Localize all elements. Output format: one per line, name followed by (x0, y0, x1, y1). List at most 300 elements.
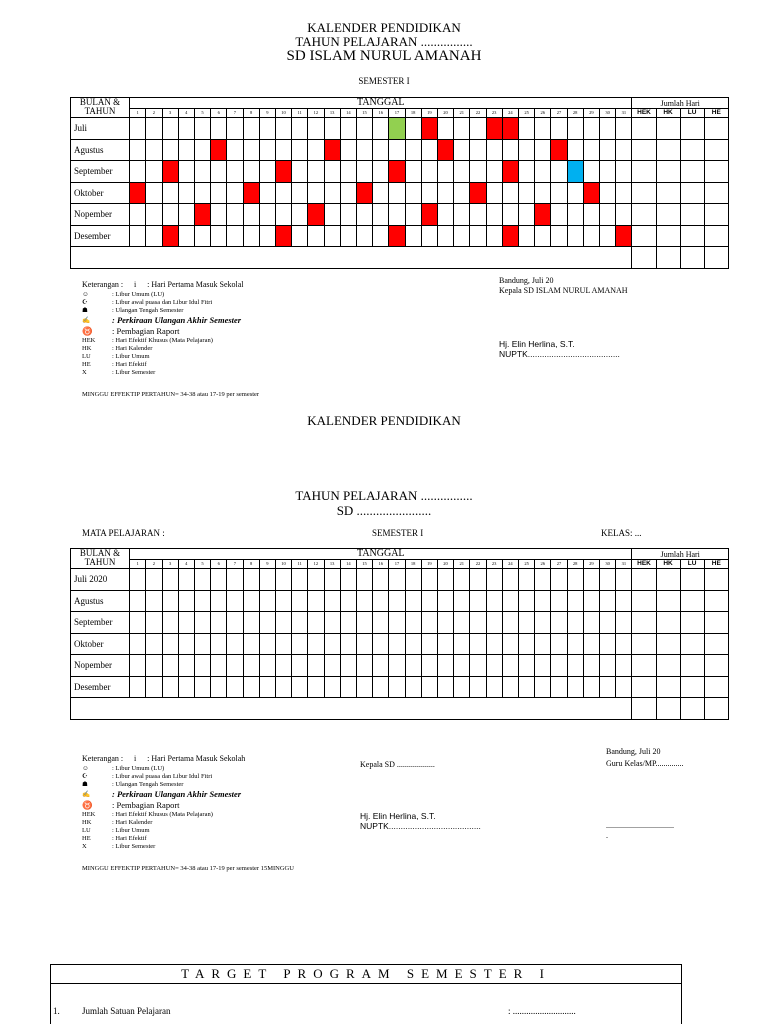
day-cell (405, 676, 421, 698)
day-cell (227, 676, 243, 698)
day-cell (518, 182, 534, 204)
day-cell (518, 676, 534, 698)
doc2-sign-line: .................................. (606, 821, 674, 830)
legend-symbol-icon: HK (82, 345, 92, 352)
day-cell (567, 590, 583, 612)
day-cell (486, 182, 502, 204)
day-number: 25 (518, 109, 534, 118)
day-cell (324, 182, 340, 204)
day-cell (599, 204, 615, 226)
doc2-title: KALENDER PENDIDIKAN (307, 413, 461, 428)
day-cell (518, 161, 534, 183)
day-cell (227, 225, 243, 247)
day-number: 19 (421, 560, 437, 569)
jumlah-cell (704, 676, 728, 698)
day-cell (421, 161, 437, 183)
day-cell (292, 225, 308, 247)
day-cell (130, 655, 146, 677)
day-cell (567, 204, 583, 226)
day-cell (130, 633, 146, 655)
month-label: Juli (71, 118, 130, 140)
day-cell (535, 204, 551, 226)
jumlah-cell (632, 182, 656, 204)
day-cell (211, 612, 227, 634)
day-cell (405, 569, 421, 591)
jumlah-cell (656, 569, 680, 591)
day-cell (470, 161, 486, 183)
doc1-legend-title: Keterangan : i : Hari Pertama Masuk Sekolal (82, 280, 244, 289)
day-cell (356, 139, 372, 161)
legend-text: : Ulangan Tengah Semester (112, 781, 184, 788)
day-number: 4 (178, 109, 194, 118)
day-cell (162, 590, 178, 612)
day-cell (356, 590, 372, 612)
day-cell (308, 204, 324, 226)
target-item-number: 1. (53, 1006, 60, 1016)
day-cell (243, 161, 259, 183)
day-cell (146, 633, 162, 655)
target-item-value: : ............................ (508, 1006, 576, 1016)
day-cell (437, 139, 453, 161)
legend-text: : Ulangan Tengah Semester (112, 307, 184, 314)
day-cell (259, 633, 275, 655)
doc1-sign-place: Bandung, Juli 20 (499, 276, 554, 285)
day-cell (194, 161, 210, 183)
doc1-school: SD ISLAM NURUL AMANAH (286, 48, 482, 64)
header-jumlah-hari: Jumlah Hari (632, 98, 729, 109)
day-cell (421, 204, 437, 226)
jumlah-subheader: HEK (632, 560, 656, 569)
day-cell (567, 182, 583, 204)
day-cell (194, 118, 210, 140)
day-cell (356, 569, 372, 591)
day-cell (389, 139, 405, 161)
day-cell (486, 676, 502, 698)
total-row (71, 698, 729, 720)
day-cell (486, 204, 502, 226)
doc2-calendar-table (70, 548, 729, 720)
jumlah-subheader: HE (704, 109, 728, 118)
day-cell (421, 676, 437, 698)
doc2-sign-role: Guru Kelas/MP.............. (606, 759, 684, 768)
day-cell (340, 569, 356, 591)
day-cell (599, 118, 615, 140)
day-cell (243, 118, 259, 140)
day-cell (292, 633, 308, 655)
day-number: 10 (275, 109, 291, 118)
jumlah-cell (632, 676, 656, 698)
day-cell (194, 204, 210, 226)
day-cell (324, 225, 340, 247)
day-cell (470, 655, 486, 677)
day-cell (616, 590, 632, 612)
day-number: 2 (146, 560, 162, 569)
day-cell (567, 118, 583, 140)
jumlah-cell (656, 204, 680, 226)
day-cell (437, 225, 453, 247)
jumlah-cell (680, 676, 704, 698)
legend-text: : Pembagian Raport (112, 326, 180, 336)
day-cell (470, 139, 486, 161)
day-cell (259, 118, 275, 140)
day-cell (551, 204, 567, 226)
jumlah-cell (704, 225, 728, 247)
jumlah-cell (680, 633, 704, 655)
jumlah-cell (656, 676, 680, 698)
day-number: 17 (389, 560, 405, 569)
day-cell (211, 225, 227, 247)
legend-text: : Perkiraan Ulangan Akhir Semester (112, 789, 242, 799)
day-cell (551, 676, 567, 698)
day-cell (227, 612, 243, 634)
legend-symbol-icon: ♉ (82, 326, 93, 336)
day-cell (130, 182, 146, 204)
legend-symbol-icon: HEK (82, 337, 96, 344)
jumlah-cell (680, 161, 704, 183)
legend-text: : Libur Umum (LU) (112, 765, 165, 772)
day-cell (518, 612, 534, 634)
day-cell (421, 655, 437, 677)
day-cell (178, 569, 194, 591)
day-cell (599, 676, 615, 698)
day-number: 10 (275, 560, 291, 569)
day-cell (292, 569, 308, 591)
day-cell (308, 655, 324, 677)
day-cell (518, 118, 534, 140)
day-cell (616, 676, 632, 698)
day-number: 19 (421, 109, 437, 118)
day-cell (502, 182, 518, 204)
day-cell (405, 139, 421, 161)
jumlah-cell (704, 118, 728, 140)
doc2-mapel: MATA PELAJARAN : (82, 528, 165, 538)
day-cell (340, 655, 356, 677)
day-cell (405, 225, 421, 247)
day-cell (308, 225, 324, 247)
day-cell (518, 225, 534, 247)
day-cell (421, 590, 437, 612)
legend-text: : Hari Efektif Khusus (Mata Pelajaran) (112, 337, 213, 344)
legend-symbol-icon: ☺ (82, 291, 89, 298)
day-number: 12 (308, 109, 324, 118)
day-cell (567, 655, 583, 677)
day-cell (437, 655, 453, 677)
day-cell (178, 118, 194, 140)
day-cell (421, 139, 437, 161)
day-cell (583, 612, 599, 634)
day-cell (146, 139, 162, 161)
jumlah-cell (632, 225, 656, 247)
day-cell (567, 225, 583, 247)
day-cell (583, 590, 599, 612)
day-cell (437, 612, 453, 634)
day-cell (162, 225, 178, 247)
day-cell (599, 225, 615, 247)
month-row (71, 655, 729, 677)
day-cell (551, 139, 567, 161)
day-cell (567, 676, 583, 698)
day-cell (243, 569, 259, 591)
day-cell (421, 633, 437, 655)
day-cell (583, 225, 599, 247)
day-cell (421, 182, 437, 204)
day-cell (275, 182, 291, 204)
day-cell (389, 590, 405, 612)
day-cell (194, 590, 210, 612)
day-cell (356, 633, 372, 655)
day-cell (599, 612, 615, 634)
day-cell (146, 182, 162, 204)
day-cell (405, 655, 421, 677)
doc1-sign-name: Hj. Elin Herlina, S.T. (499, 339, 575, 349)
day-cell (308, 118, 324, 140)
day-cell (130, 161, 146, 183)
day-cell (227, 569, 243, 591)
day-cell (389, 204, 405, 226)
day-cell (211, 182, 227, 204)
day-cell (518, 139, 534, 161)
month-row (71, 633, 729, 655)
day-cell (275, 118, 291, 140)
legend-text: : Hari Kalender (112, 345, 153, 352)
header-tanggal: TANGGAL (130, 549, 632, 560)
month-label: Agustus (71, 590, 130, 612)
jumlah-cell (632, 633, 656, 655)
day-number: 7 (227, 560, 243, 569)
day-number: 15 (356, 560, 372, 569)
legend-text: : Libur Umum (LU) (112, 291, 165, 298)
day-cell (583, 182, 599, 204)
month-row (71, 118, 729, 140)
day-cell (405, 590, 421, 612)
day-cell (373, 655, 389, 677)
day-cell (616, 569, 632, 591)
day-cell (324, 161, 340, 183)
day-cell (551, 612, 567, 634)
day-cell (259, 590, 275, 612)
day-cell (162, 139, 178, 161)
day-number: 20 (437, 109, 453, 118)
day-cell (292, 204, 308, 226)
day-cell (178, 590, 194, 612)
day-cell (227, 161, 243, 183)
day-number: 25 (518, 560, 534, 569)
day-cell (405, 118, 421, 140)
day-cell (567, 633, 583, 655)
day-cell (470, 182, 486, 204)
day-cell (130, 612, 146, 634)
day-cell (243, 182, 259, 204)
doc2-legend-title: Keterangan : i : Hari Pertama Masuk Sekolah (82, 754, 246, 763)
header-bulan-tahun: BULAN & TAHUN (71, 549, 130, 569)
day-cell (340, 118, 356, 140)
day-cell (389, 655, 405, 677)
day-cell (130, 676, 146, 698)
day-cell (227, 182, 243, 204)
day-cell (486, 612, 502, 634)
day-cell (324, 612, 340, 634)
day-cell (162, 204, 178, 226)
day-number: 29 (583, 560, 599, 569)
jumlah-cell (632, 204, 656, 226)
day-cell (373, 118, 389, 140)
day-cell (599, 590, 615, 612)
day-cell (292, 655, 308, 677)
day-cell (599, 161, 615, 183)
day-cell (551, 161, 567, 183)
day-cell (211, 204, 227, 226)
day-cell (130, 590, 146, 612)
month-row (71, 225, 729, 247)
day-number: 20 (437, 560, 453, 569)
day-cell (437, 204, 453, 226)
month-label: Oktober (71, 182, 130, 204)
day-number: 21 (454, 560, 470, 569)
day-cell (405, 612, 421, 634)
day-cell (243, 676, 259, 698)
header-jumlah-hari: Jumlah Hari (632, 549, 729, 560)
day-cell (583, 204, 599, 226)
day-cell (389, 161, 405, 183)
day-number: 8 (243, 109, 259, 118)
day-cell (130, 225, 146, 247)
day-cell (567, 139, 583, 161)
day-number: 13 (324, 560, 340, 569)
jumlah-subheader: LU (680, 560, 704, 569)
legend-symbol-icon: HEK (82, 811, 96, 818)
day-cell (259, 161, 275, 183)
day-cell (340, 612, 356, 634)
day-cell (227, 590, 243, 612)
day-number: 24 (502, 560, 518, 569)
day-cell (454, 676, 470, 698)
day-cell (486, 139, 502, 161)
jumlah-subheader: LU (680, 109, 704, 118)
day-cell (373, 139, 389, 161)
doc1-calendar-table (70, 97, 729, 269)
legend-text: : Perkiraan Ulangan Akhir Semester (112, 315, 242, 325)
day-cell (259, 612, 275, 634)
day-cell (551, 118, 567, 140)
jumlah-cell (632, 612, 656, 634)
day-number: 14 (340, 109, 356, 118)
doc2-tahun: TAHUN PELAJARAN ................ (295, 488, 473, 503)
day-cell (324, 204, 340, 226)
day-cell (308, 569, 324, 591)
jumlah-cell (704, 139, 728, 161)
legend-text: : Libur Semester (112, 369, 156, 376)
first-day-icon: i (133, 754, 137, 763)
legend-text: : Hari Efektif Khusus (Mata Pelajaran) (112, 811, 213, 818)
day-cell (599, 633, 615, 655)
day-cell (486, 161, 502, 183)
legend-text: : Libur Umum (112, 353, 150, 360)
day-cell (389, 676, 405, 698)
day-cell (194, 569, 210, 591)
jumlah-cell (704, 182, 728, 204)
day-cell (486, 225, 502, 247)
day-cell (292, 139, 308, 161)
day-cell (535, 590, 551, 612)
day-cell (470, 676, 486, 698)
doc2-minggu-effektif: MINGGU EFFEKTIP PERTAHUN= 34-38 atau 17-19 per semester 15MINGGU (82, 865, 294, 872)
day-cell (405, 633, 421, 655)
day-cell (470, 118, 486, 140)
day-number: 5 (194, 560, 210, 569)
day-cell (454, 204, 470, 226)
day-number: 3 (162, 560, 178, 569)
month-label: Nopember (71, 204, 130, 226)
day-number: 21 (454, 109, 470, 118)
month-label: Agustus (71, 139, 130, 161)
day-cell (178, 676, 194, 698)
month-row (71, 161, 729, 183)
day-cell (454, 118, 470, 140)
day-cell (551, 590, 567, 612)
jumlah-cell (704, 612, 728, 634)
day-number: 3 (162, 109, 178, 118)
jumlah-cell (632, 569, 656, 591)
day-cell (194, 139, 210, 161)
doc2-kepala: Kepala SD ................... (360, 760, 435, 769)
day-cell (178, 633, 194, 655)
day-cell (146, 204, 162, 226)
day-cell (373, 612, 389, 634)
day-cell (356, 182, 372, 204)
day-number: 28 (567, 109, 583, 118)
day-cell (130, 118, 146, 140)
month-row (71, 204, 729, 226)
day-cell (227, 655, 243, 677)
jumlah-cell (656, 612, 680, 634)
day-number: 12 (308, 560, 324, 569)
legend-symbol-icon: ✍ (82, 791, 91, 798)
legend-text: : Libur Semester (112, 843, 156, 850)
day-cell (567, 612, 583, 634)
day-cell (146, 161, 162, 183)
target-divider (51, 983, 681, 984)
legend-symbol-icon: X (82, 843, 87, 850)
jumlah-cell (632, 655, 656, 677)
doc1-title: KALENDER PENDIDIKAN (307, 20, 461, 35)
day-cell (211, 676, 227, 698)
day-cell (535, 139, 551, 161)
legend-text: : Libur Umum (112, 827, 150, 834)
day-number: 18 (405, 109, 421, 118)
day-cell (373, 161, 389, 183)
day-cell (486, 633, 502, 655)
day-cell (421, 225, 437, 247)
day-cell (616, 161, 632, 183)
day-number: 6 (211, 560, 227, 569)
day-cell (162, 569, 178, 591)
day-cell (275, 161, 291, 183)
day-cell (162, 655, 178, 677)
day-cell (583, 633, 599, 655)
day-cell (518, 204, 534, 226)
jumlah-cell (656, 225, 680, 247)
total-row (71, 247, 729, 269)
month-row (71, 612, 729, 634)
day-cell (486, 590, 502, 612)
day-cell (454, 139, 470, 161)
legend-text: : Libur awal puasa dan Libur Idul Fitri (112, 299, 213, 306)
doc1-sign-role: Kepala SD ISLAM NURUL AMANAH (499, 286, 628, 295)
legend-text: : Hari Kalender (112, 819, 153, 826)
day-cell (356, 204, 372, 226)
day-cell (518, 569, 534, 591)
day-cell (146, 590, 162, 612)
